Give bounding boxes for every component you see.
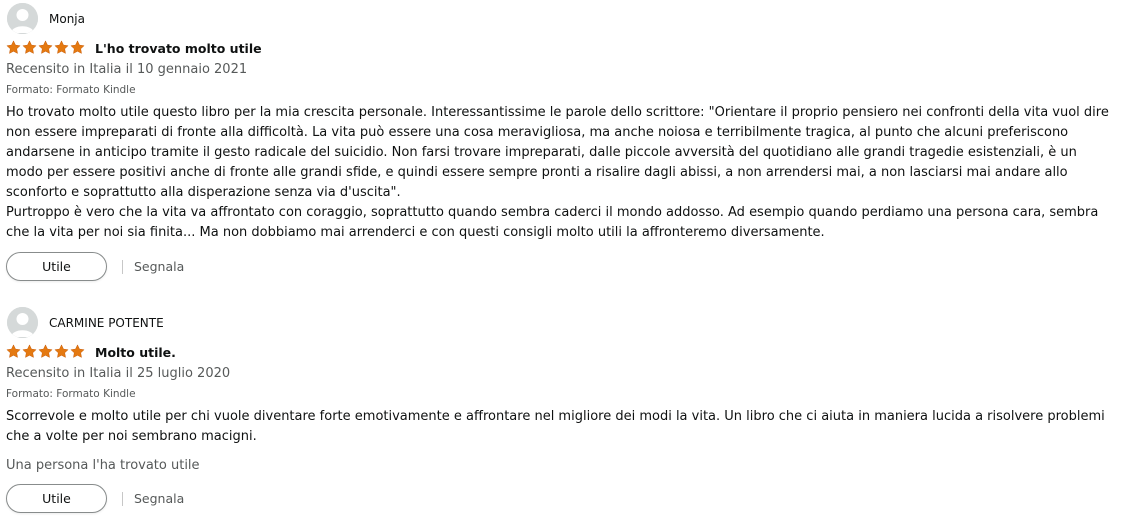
- user-avatar-icon: [7, 307, 38, 338]
- review-body: [6, 103, 1116, 243]
- star-icon: [38, 40, 53, 55]
- star-rating[interactable]: [6, 344, 85, 362]
- helpful-button[interactable]: Utile: [6, 252, 107, 281]
- divider: [122, 492, 123, 506]
- star-icon: [6, 40, 21, 55]
- user-avatar-icon: [7, 3, 38, 34]
- reviewer-name[interactable]: CARMINE POTENTE: [49, 316, 164, 330]
- star-rating[interactable]: [6, 40, 85, 58]
- divider: [122, 260, 123, 274]
- review-body-paragraph: Scorrevole e molto utile per chi vuole diventare forte emotivamente e affrontare nel migliore dei modi la vita. Un libro che ci aiuta in maniera lucida a risolvere problemi che a volte per noi sembrano macigni.: [6, 409, 1105, 444]
- review-date: Recensito in Italia il 25 luglio 2020: [6, 366, 231, 381]
- star-icon: [54, 344, 69, 359]
- review-body: [6, 407, 1116, 447]
- star-icon: [6, 344, 21, 359]
- helpful-count: Una persona l'ha trovato utile: [6, 458, 200, 473]
- star-icon: [54, 40, 69, 55]
- report-link[interactable]: Segnala: [134, 491, 185, 506]
- avatar: [7, 3, 38, 34]
- avatar: [7, 307, 38, 338]
- review-format: Formato: Formato Kindle: [6, 388, 136, 400]
- star-icon: [70, 344, 85, 359]
- star-icon: [22, 344, 37, 359]
- helpful-button[interactable]: Utile: [6, 484, 107, 513]
- review-format: Formato: Formato Kindle: [6, 84, 136, 96]
- reviewer-name[interactable]: Monja: [49, 12, 85, 26]
- review-body-paragraph: Purtroppo è vero che la vita va affrontato con coraggio, soprattutto quando sembra caderci il mondo addosso. Ad esempio quando perdiamo una persona cara, sembra che la vita per noi sia finita... Ma non dobbiamo mai arrenderci e con questi consigli molto utili la affronteremo diversamente.: [6, 205, 1099, 240]
- review-title[interactable]: L'ho trovato molto utile: [95, 41, 262, 56]
- star-icon: [22, 40, 37, 55]
- review-title[interactable]: Molto utile.: [95, 345, 176, 360]
- star-icon: [70, 40, 85, 55]
- star-icon: [38, 344, 53, 359]
- review-body-paragraph: Ho trovato molto utile questo libro per la mia crescita personale. Interessantissime le parole dello scrittore: "Orientare il proprio pensiero nei confronti della vita vuol dire non essere impreparati di fronte alla difficoltà. La vita può essere una cosa meravigliosa, ma anche noiosa e terribilmente tragica, al punto che alcuni preferiscono andarsene in anticipo tramite il gesto radicale del suicidio. Non farsi trovare impreparati, dalle piccole avversità del quotidiano alle grandi tragedie esistenziali, è un modo per essere positivi anche di fronte alle grandi sfide, e quindi essere sempre pronti a risalire dagli abissi, a non arrendersi mai, a non lasciarsi mai andare allo sconforto e soprattutto alla disperazione senza via d'uscita".: [6, 105, 1109, 200]
- report-link[interactable]: Segnala: [134, 259, 185, 274]
- review-date: Recensito in Italia il 10 gennaio 2021: [6, 62, 248, 77]
